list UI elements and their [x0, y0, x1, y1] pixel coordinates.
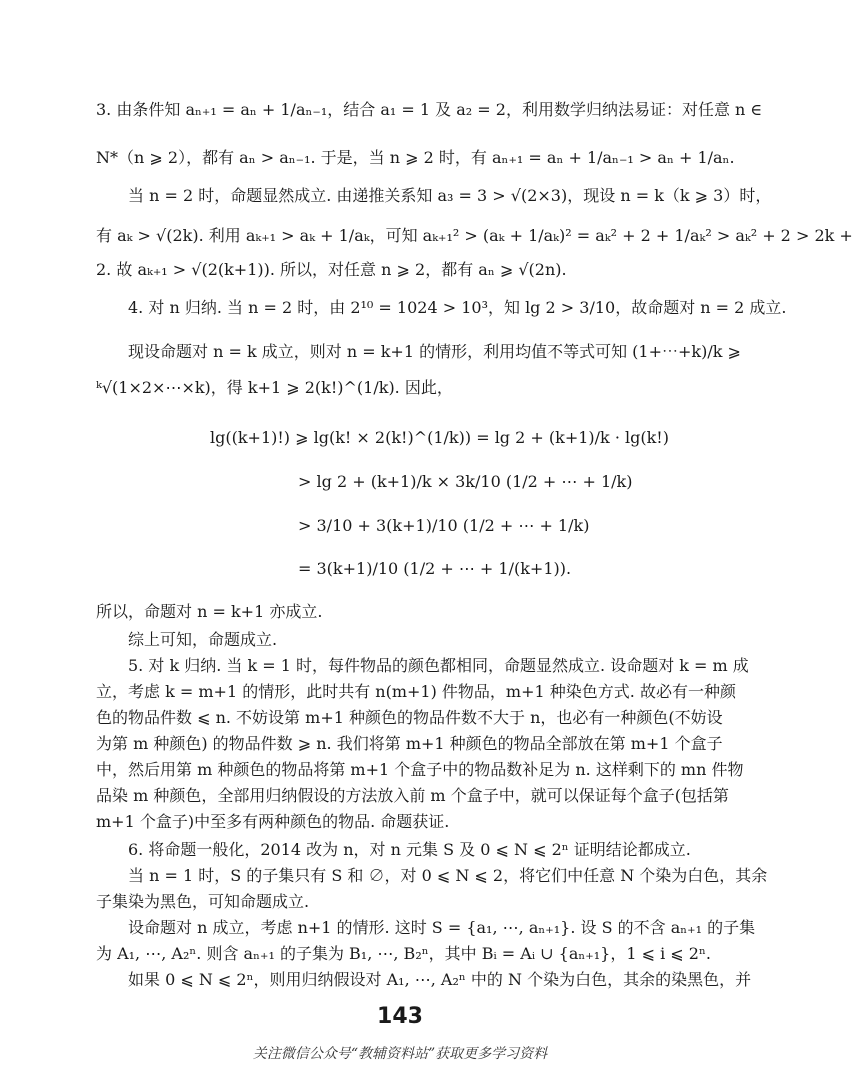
text-line: 中，然后用第 m 种颜色的物品将第 m+1 个盒子中的物品数补足为 n. 这样剩下的 mn 件物: [96, 760, 744, 779]
text-line: N*（n ⩾ 2），都有 aₙ > aₙ₋₁. 于是，当 n ⩾ 2 时，有 aₙ₊₁ = aₙ + 1/aₙ₋₁ > aₙ + 1/aₙ.: [96, 148, 735, 167]
equation-line: = 3(k+1)/10 (1/2 + ⋯ + 1/(k+1)).: [298, 559, 572, 578]
text-line: 有 aₖ > √(2k). 利用 aₖ₊₁ > aₖ + 1/aₖ，可知 aₖ₊₁² > (aₖ + 1/aₖ)² = aₖ² + 2 + 1/aₖ² > aₖ² + 2 > 2k +: [96, 226, 853, 245]
text-line: 4. 对 n 归纳. 当 n = 2 时，由 2¹⁰ = 1024 > 10³，知 lg 2 > 3/10，故命题对 n = 2 成立.: [128, 298, 787, 317]
text-line: 6. 将命题一般化，2014 改为 n，对 n 元集 S 及 0 ⩽ N ⩽ 2ⁿ 证明结论都成立.: [128, 840, 691, 859]
text-line: 如果 0 ⩽ N ⩽ 2ⁿ，则用归纳假设对 A₁, ⋯, A₂ⁿ 中的 N 个染为白色，其余的染黑色，并: [128, 970, 752, 989]
text-line: 综上可知，命题成立.: [128, 630, 278, 649]
text-line: 当 n = 2 时，命题显然成立. 由递推关系知 a₃ = 3 > √(2×3)，现设 n = k（k ⩾ 3）时，: [128, 186, 772, 205]
text-line: 立，考虑 k = m+1 的情形，此时共有 n(m+1) 件物品，m+1 种染色方式. 故必有一种颜: [96, 682, 736, 701]
equation-line: > lg 2 + (k+1)/k × 3k/10 (1/2 + ⋯ + 1/k): [298, 472, 633, 491]
text-line: 品染 m 种颜色，全部用归纳假设的方法放入前 m 个盒子中，就可以保证每个盒子(包括第: [96, 786, 729, 805]
text-line: 为第 m 种颜色) 的物品件数 ⩾ n. 我们将第 m+1 种颜色的物品全部放在第 m+1 个盒子: [96, 734, 723, 753]
equation-line: lg((k+1)!) ⩾ lg(k! × 2(k!)^(1/k)) = lg 2 + (k+1)/k · lg(k!): [210, 428, 669, 447]
text-line: 现设命题对 n = k 成立，则对 n = k+1 的情形，利用均值不等式可知 (1+⋯+k)/k ⩾: [128, 342, 741, 361]
footer-note: 关注微信公众号“教辅资料站”获取更多学习资料: [252, 1046, 548, 1062]
text-line: 2. 故 aₖ₊₁ > √(2(k+1)). 所以，对任意 n ⩾ 2，都有 aₙ ⩾ √(2n).: [96, 260, 567, 279]
text-line: 当 n = 1 时，S 的子集只有 S 和 ∅，对 0 ⩽ N ⩽ 2，将它们中任意 N 个染为白色，其余: [128, 866, 768, 885]
text-line: 5. 对 k 归纳. 当 k = 1 时，每件物品的颜色都相同，命题显然成立. 设命题对 k = m 成: [128, 656, 749, 675]
text-line: 为 A₁, ⋯, A₂ⁿ. 则含 aₙ₊₁ 的子集为 B₁, ⋯, B₂ⁿ，其中 Bᵢ = Aᵢ ∪ {aₙ₊₁}，1 ⩽ i ⩽ 2ⁿ.: [96, 944, 711, 963]
text-line: m+1 个盒子)中至多有两种颜色的物品. 命题获证.: [96, 812, 450, 831]
text-line: 3. 由条件知 aₙ₊₁ = aₙ + 1/aₙ₋₁，结合 a₁ = 1 及 a₂ = 2，利用数学归纳法易证：对任意 n ∈: [96, 100, 763, 119]
equation-line: > 3/10 + 3(k+1)/10 (1/2 + ⋯ + 1/k): [298, 516, 590, 535]
text-line: 所以，命题对 n = k+1 亦成立.: [96, 602, 323, 621]
text-line: 色的物品件数 ⩽ n. 不妨设第 m+1 种颜色的物品件数不大于 n，也必有一种颜色(不妨设: [96, 708, 723, 727]
text-line: ᵏ√(1×2×⋯×k)，得 k+1 ⩾ 2(k!)^(1/k). 因此，: [96, 378, 453, 397]
text-line: 子集染为黑色，可知命题成立.: [96, 892, 310, 911]
page-number: 143: [377, 1004, 423, 1029]
text-line: 设命题对 n 成立，考虑 n+1 的情形. 这时 S = {a₁, ⋯, aₙ₊₁}. 设 S 的不含 aₙ₊₁ 的子集: [128, 918, 756, 937]
